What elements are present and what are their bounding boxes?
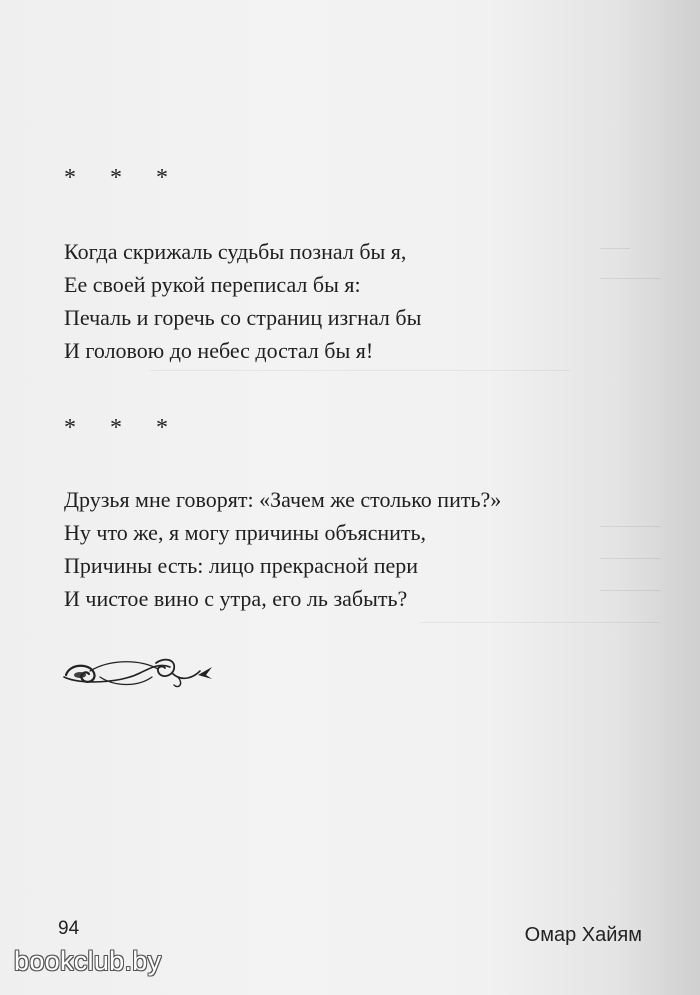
- verse-line: Когда скрижаль судьбы познал бы я,: [64, 239, 407, 264]
- verse-line: Причины есть: лицо прекрасной пери: [64, 553, 419, 578]
- stanza-separator: * * *: [64, 165, 182, 191]
- verse-line: Ее своей рукой переписал бы я:: [64, 272, 361, 297]
- stanza-verse: [64, 235, 421, 367]
- site-watermark: bookclub.by: [14, 946, 162, 976]
- bleed-through-mark: [600, 268, 660, 279]
- verse-line: И головою до небес достал бы я!: [64, 338, 374, 363]
- verse-line: И чистое вино с утра, его ль забыть?: [64, 586, 408, 611]
- poem-stanza-1: [64, 163, 421, 367]
- stanza-separator: * * *: [64, 415, 182, 441]
- bleed-through-mark: [600, 516, 660, 527]
- running-footer-author: Омар Хайям: [524, 924, 642, 946]
- verse-line: Ну что же, я могу причины объяснить,: [64, 520, 427, 545]
- poem-stanza-2: [64, 413, 501, 615]
- bleed-through-mark: [600, 548, 660, 559]
- verse-line: Печаль и горечь со страниц изгнал бы: [64, 305, 422, 330]
- bleed-through-mark: [600, 580, 660, 591]
- stanza-verse: [64, 483, 501, 615]
- verse-line: Друзья мне говорят: «Зачем же столько пить?»: [64, 487, 502, 512]
- flourish-ornament-icon: [60, 653, 216, 693]
- page-number: 94: [58, 918, 80, 939]
- bleed-through-mark: [600, 238, 630, 249]
